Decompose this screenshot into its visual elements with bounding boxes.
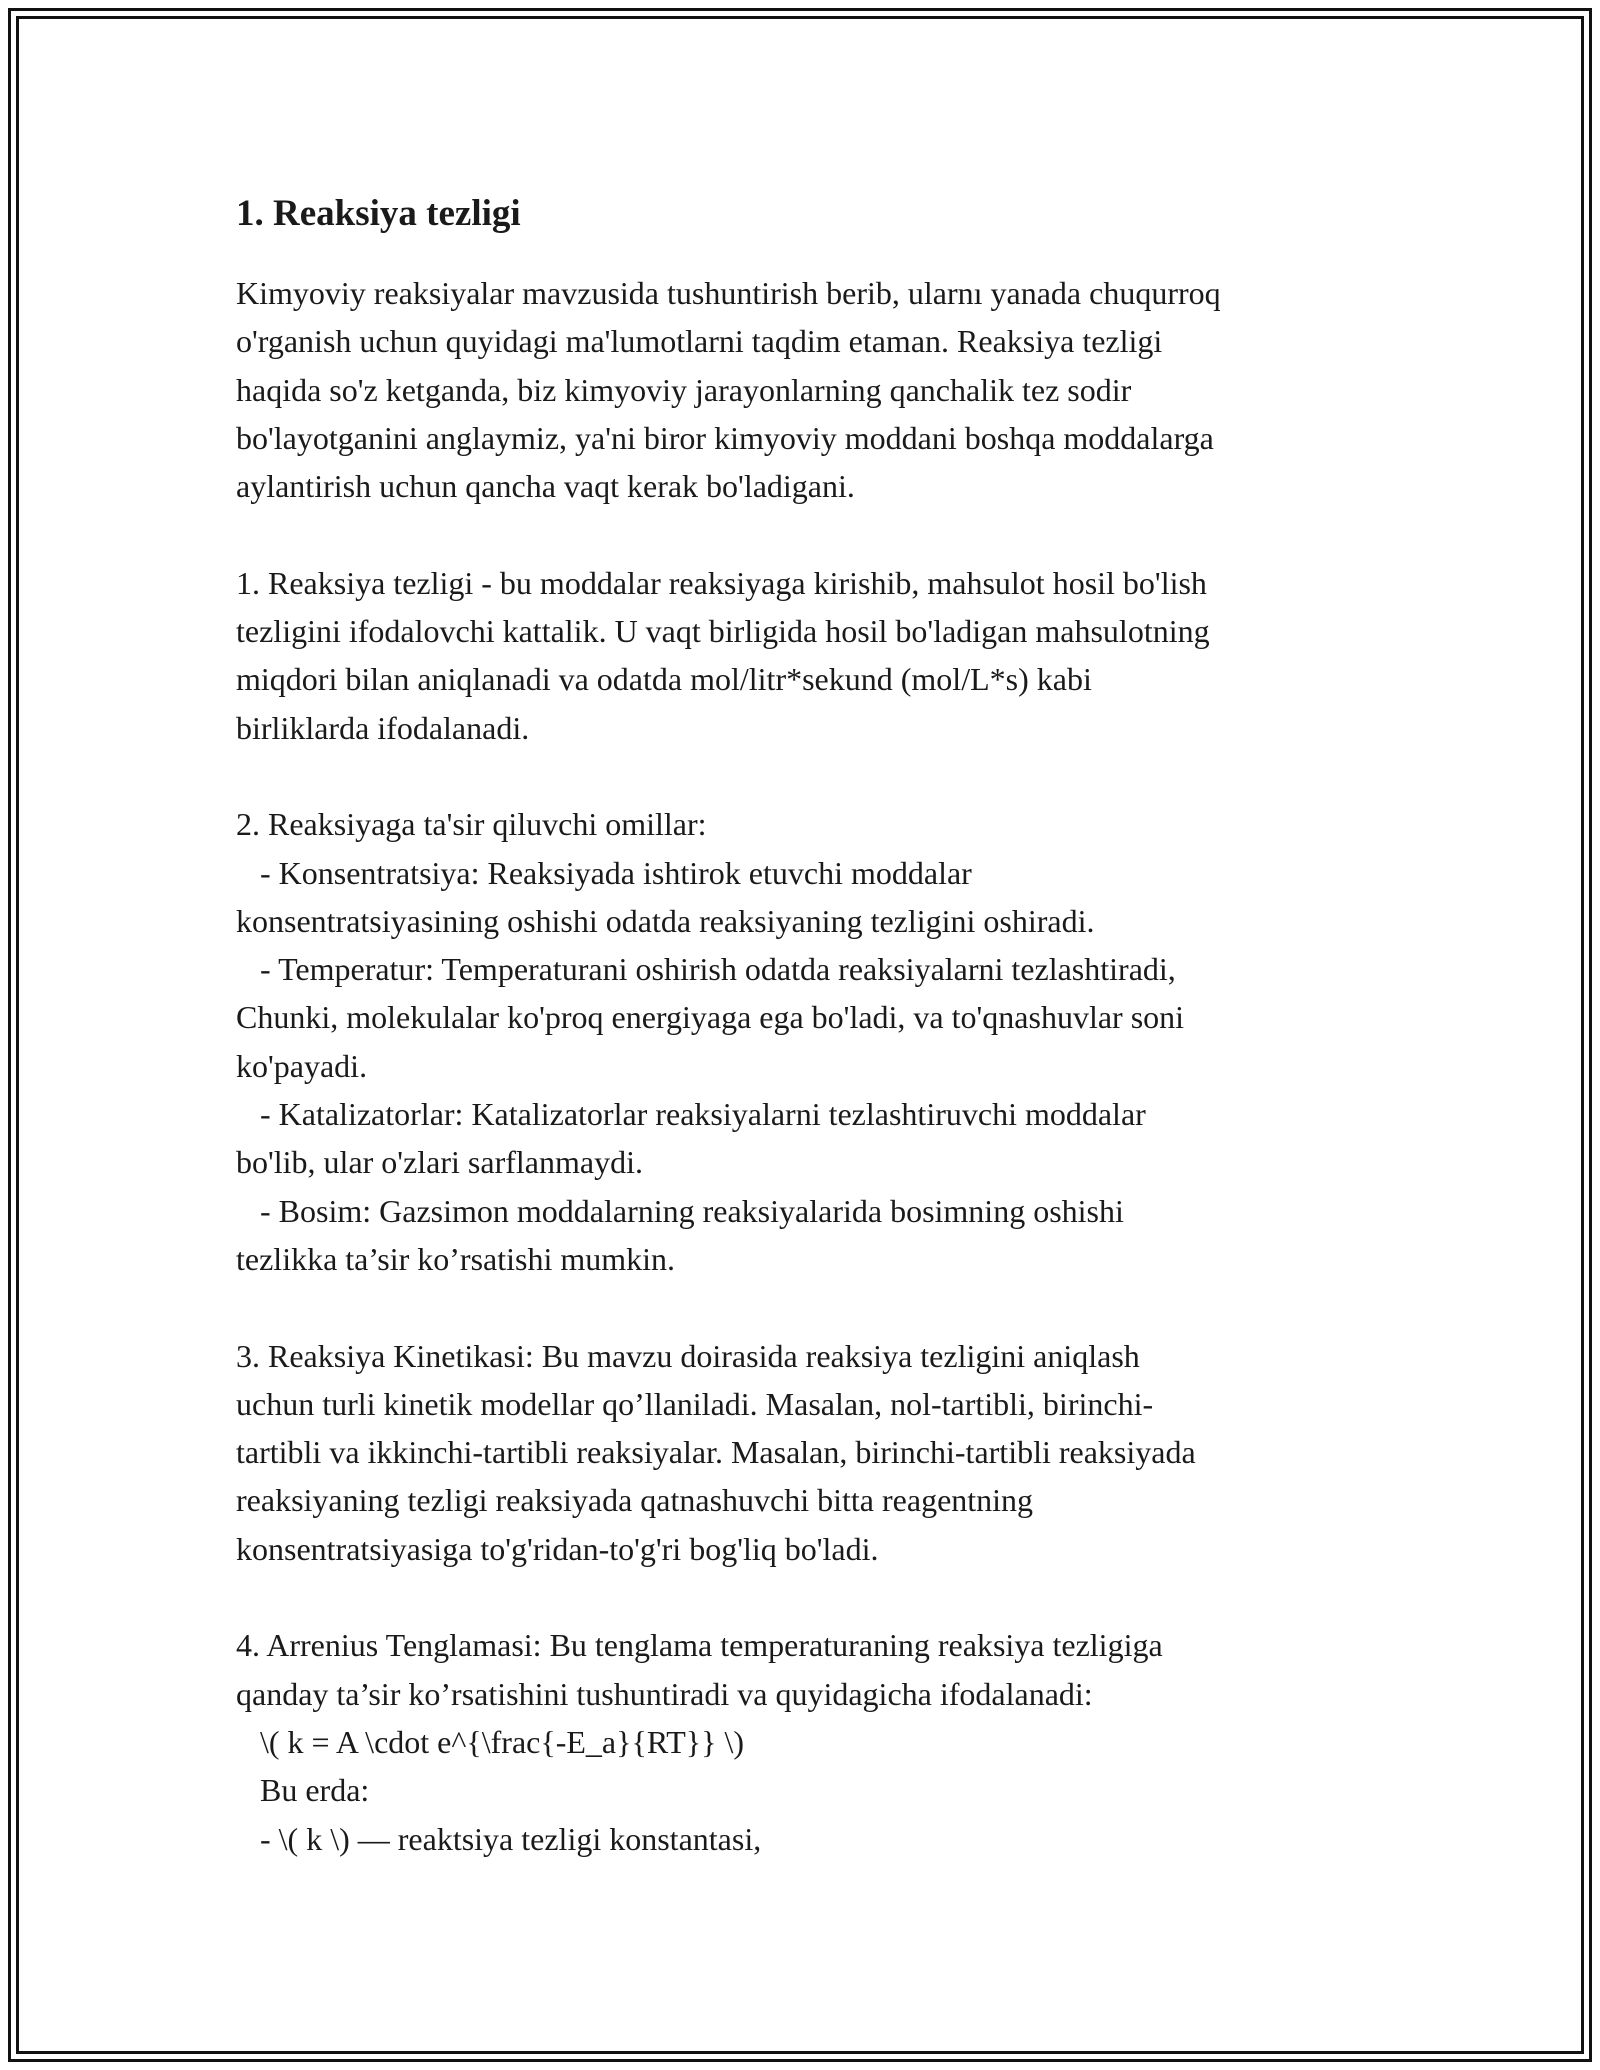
document-page <box>236 185 1396 1863</box>
paragraph-factors: 2. Reaksiyaga ta'sir qiluvchi omillar: - Konsentratsiya: Reaksiyada ishtirok etuvchi moddalar konsentratsiyasining oshishi odatda reaksiyaning tezligini oshiradi. - Temperatur: Temperaturani oshirish odatda reaksiyalarni tezlashtiradi, Chunki, molekulalar ko'proq energiyaga ega bo'ladi, va to'qnashuvlar soni ko'payadi. - Katalizatorlar: Katalizatorlar reaksiyalarni tezlashtiruvchi moddalar bo'lib, ular o'zlari sarflanmaydi. - Bosim: Gazsimon moddalarning reaksiyalarida bosimning oshishi tezlikka ta’sir ko’rsatishi mumkin. <box>236 806 1185 1277</box>
paragraph-arrhenius: 4. Arrenius Tenglamasi: Bu tenglama temperaturaning reaksiya tezligiga qanday ta’sir ko’rsatishini tushuntiradi va quyidagicha ifodalanadi: \( k = A \cdot e^{\frac{-E_a}{RT}} \) Bu erda: - \( k \) — reaktsiya tezligi konstantasi, <box>236 1627 1163 1857</box>
paragraph-intro: Kimyoviy reaksiyalar mavzusida tushuntirish berib, ularnı yanada chuqurroq o'rganish uchun quyidagi ma'lumotlarni taqdim etaman. Reaksiya tezligi haqida so'z ketganda, biz kimyoviy jarayonlarning qanchalik tez sodir bo'layotganini anglaymiz, ya'ni biror kimyoviy moddani boshqa moddalarga aylantirish uchun qancha vaqt kerak bo'ladigani. <box>236 275 1221 505</box>
paragraph-gap <box>236 1283 1396 1331</box>
paragraph-gap <box>236 1573 1396 1621</box>
paragraph-kinetics: 3. Reaksiya Kinetikasi: Bu mavzu doirasida reaksiya tezligini aniqlash uchun turli kinetik modellar qo’llaniladi. Masalan, nol-tartibli, birinchi- tartibli va ikkinchi-tartibli reaksiyalar. Masalan, birinchi-tartibli reaksiyada reaksiyaning tezligi reaksiyada qatnashuvchi bitta reagentning konsentratsiyasiga to'g'ridan-to'g'ri bog'liq bo'ladi. <box>236 1337 1196 1567</box>
document-title: 1. Reaksiya tezligi <box>236 193 521 234</box>
paragraph-reaction-rate: 1. Reaksiya tezligi - bu moddalar reaksiyaga kirishib, mahsulot hosil bo'lish tezligini ifodalovchi kattalik. U vaqt birligida hosil bo'ladigan mahsulotning miqdori bilan aniqlanadi va odatda mol/litr*sekund (mol/L*s) kabi birliklarda ifodalanadi. <box>236 564 1210 746</box>
paragraph-gap <box>236 510 1396 558</box>
paragraph-gap <box>236 752 1396 800</box>
